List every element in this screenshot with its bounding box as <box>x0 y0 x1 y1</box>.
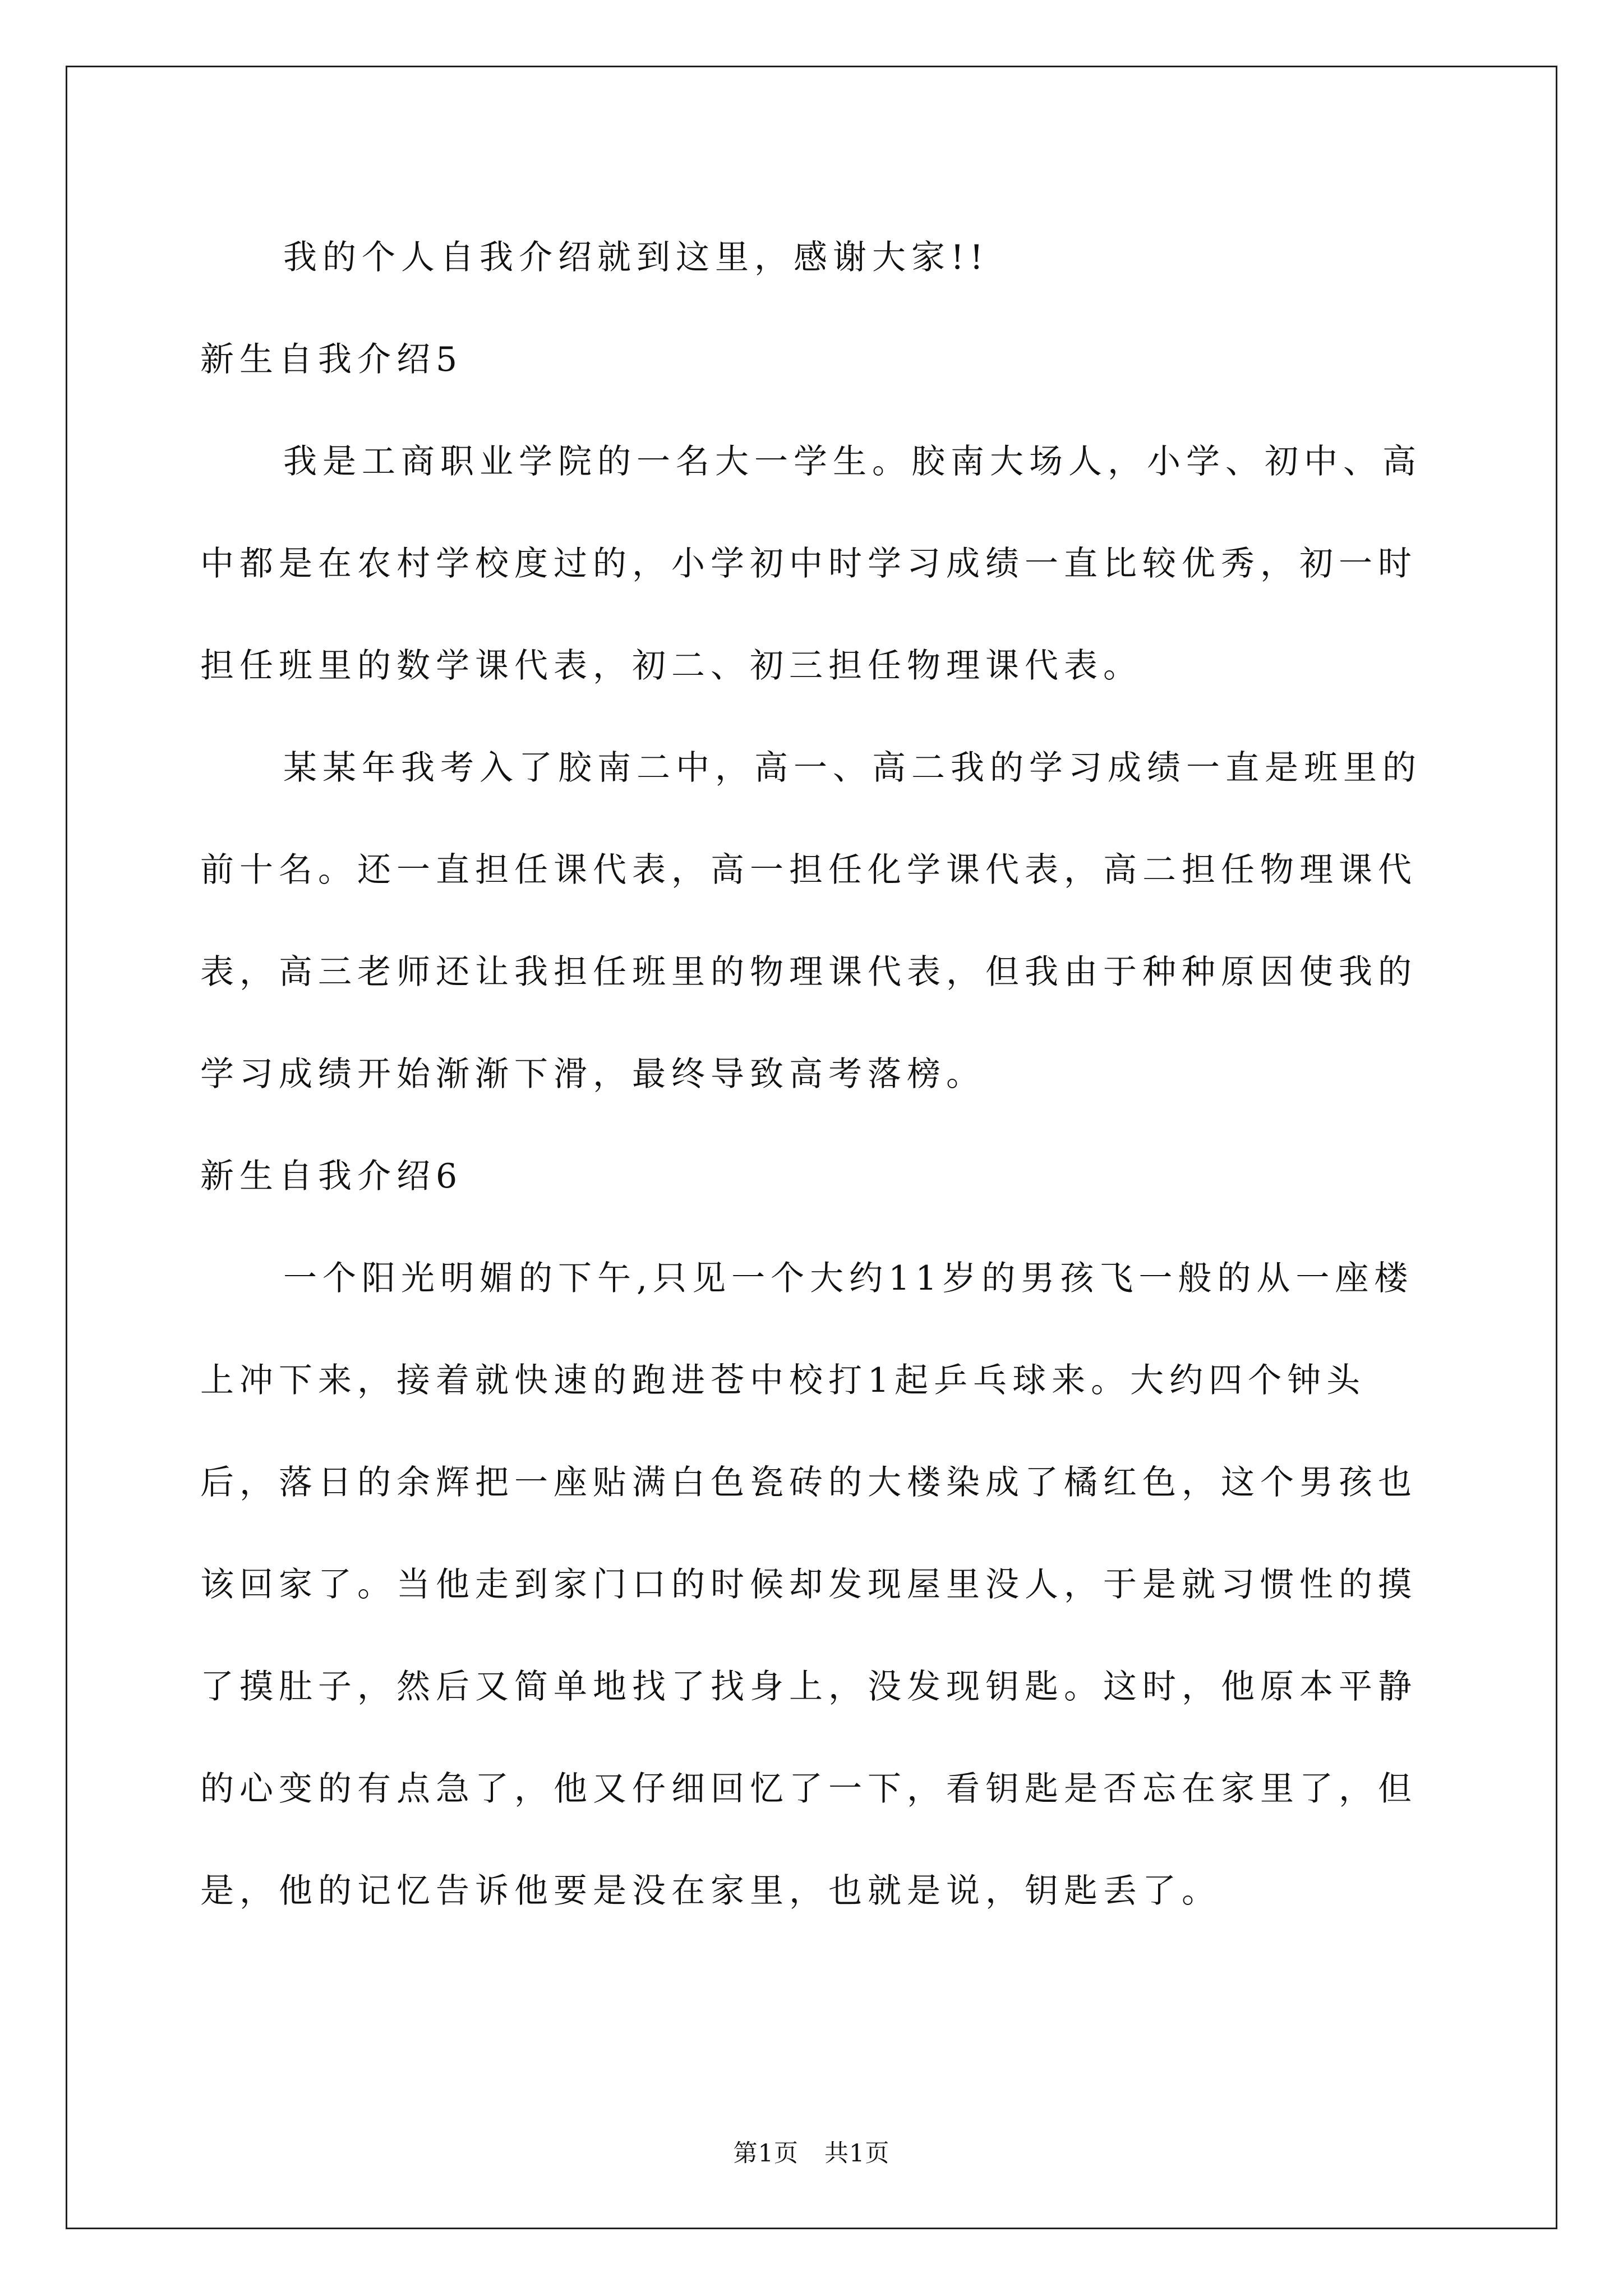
document-body <box>200 206 1434 1942</box>
page-total: 共1页 <box>824 2139 890 2168</box>
section-heading-5: 新生自我介绍5 <box>200 340 463 379</box>
closing-paragraph: 我的个人自我介绍就到这里，感谢大家!! <box>283 238 989 277</box>
page-number: 第1页 <box>733 2139 799 2168</box>
paragraph-highschool-5: 某某年我考入了胶南二中，高一、高二我的学习成绩一直是班里的前十名。还一直担任课代表，高一担任化学课代表，高二担任物理课代表，高三老师还让我担任班里的物理课代表，但我由于种种原因使我的学习成绩开始渐渐下滑，最终导致高考落榜。 <box>200 748 1422 1094</box>
paragraph-intro-5: 我是工商职业学院的一名大一学生。胶南大场人，小学、初中、高中都是在农村学校度过的，小学初中时学习成绩一直比较优秀，初一时担任班里的数学课代表，初二、初三担任物理课代表。 <box>200 442 1422 685</box>
section-heading-6: 新生自我介绍6 <box>200 1157 463 1196</box>
paragraph-story-6: 一个阳光明媚的下午,只见一个大约11岁的男孩飞一般的从一座楼上冲下来，接着就快速的跑进苍中校打1起乒乓球来。大约四个钟头后，落日的余辉把一座贴满白色瓷砖的大楼染成了橘红色，这个男孩也该回家了。当他走到家门口的时候却发现屋里没人，于是就习惯性的摸了摸肚子，然后又简单地找了找身上，没发现钥匙。这时，他原本平静的心变的有点急了，他又仔细回忆了一下，看钥匙是否忘在家里了，但是，他的记忆告诉他要是没在家里，也就是说，钥匙丢了。 <box>200 1259 1417 1911</box>
page-footer <box>0 2134 1623 2169</box>
